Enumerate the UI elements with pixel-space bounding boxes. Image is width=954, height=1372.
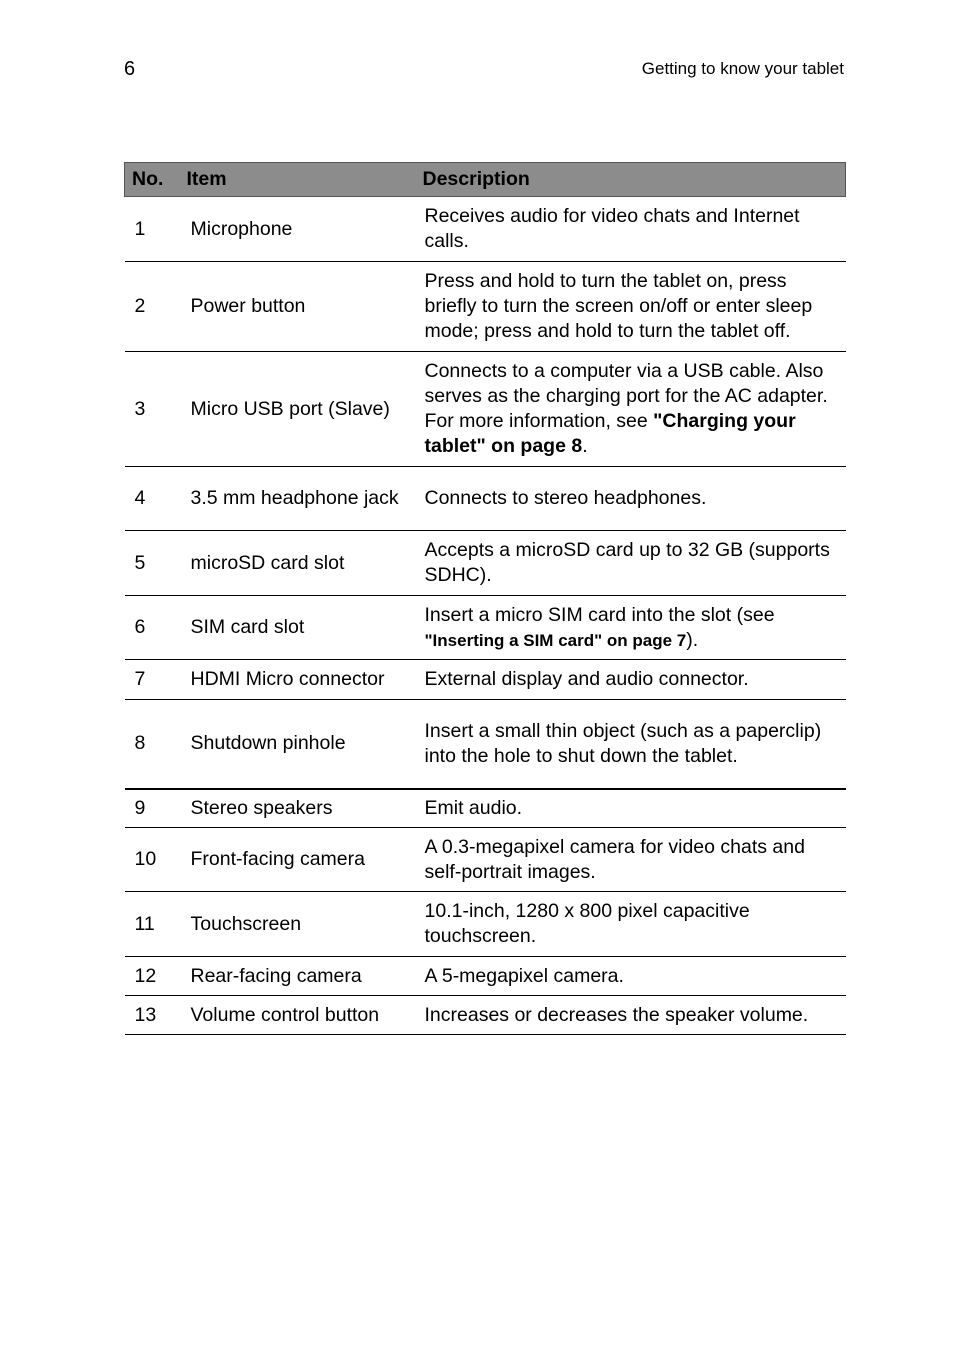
row-item: Volume control button xyxy=(181,996,415,1035)
row-description xyxy=(415,352,846,467)
row-item: Shutdown pinhole xyxy=(181,700,415,789)
table-row xyxy=(125,467,846,531)
row-description: Accepts a microSD card up to 32 GB (supports SDHC). xyxy=(415,531,846,596)
row-item: 3.5 mm headphone jack xyxy=(181,467,415,531)
column-header-item: Item xyxy=(181,163,415,197)
row-item: HDMI Micro connector xyxy=(181,660,415,700)
row-item: Stereo speakers xyxy=(181,789,415,828)
table-row xyxy=(125,828,846,892)
table-row xyxy=(125,700,846,789)
table-row xyxy=(125,531,846,596)
table-row xyxy=(125,596,846,660)
table-row xyxy=(125,996,846,1035)
row-number: 11 xyxy=(125,892,181,957)
table-row xyxy=(125,197,846,262)
column-header-description: Description xyxy=(415,163,846,197)
row-description: Press and hold to turn the tablet on, press briefly to turn the screen on/off or enter sleep mode; press and hold to turn the tablet off. xyxy=(415,262,846,352)
row-item: Front-facing camera xyxy=(181,828,415,892)
row-number: 5 xyxy=(125,531,181,596)
row-number: 3 xyxy=(125,352,181,467)
row-item: Micro USB port (Slave) xyxy=(181,352,415,467)
table-row xyxy=(125,352,846,467)
row-number: 9 xyxy=(125,789,181,828)
row-item: SIM card slot xyxy=(181,596,415,660)
row-number: 8 xyxy=(125,700,181,789)
column-header-no: No. xyxy=(125,163,181,197)
table-row xyxy=(125,660,846,700)
row-description: A 5-megapixel camera. xyxy=(415,957,846,996)
table-row xyxy=(125,957,846,996)
table-row xyxy=(125,262,846,352)
row-description: A 0.3-megapixel camera for video chats and self-portrait images. xyxy=(415,828,846,892)
feature-table xyxy=(124,162,846,1035)
row-number: 7 xyxy=(125,660,181,700)
row-description: Increases or decreases the speaker volume. xyxy=(415,996,846,1035)
row-item: microSD card slot xyxy=(181,531,415,596)
row-number: 2 xyxy=(125,262,181,352)
cross-reference-link[interactable]: "Inserting a SIM card" on page 7 xyxy=(424,630,687,650)
row-item: Touchscreen xyxy=(181,892,415,957)
row-description: Receives audio for video chats and Internet calls. xyxy=(415,197,846,262)
row-description-end: . xyxy=(582,435,588,457)
row-number: 13 xyxy=(125,996,181,1035)
row-item: Rear-facing camera xyxy=(181,957,415,996)
row-description: External display and audio connector. xyxy=(415,660,846,700)
row-description-end: ). xyxy=(686,628,699,651)
row-description-text: Connects to a computer via a USB cable. Also serves as the charging port for the AC adapter. For more information, see xyxy=(424,360,828,432)
row-number: 1 xyxy=(125,197,181,262)
row-description: 10.1-inch, 1280 x 800 pixel capacitive touchscreen. xyxy=(415,892,846,957)
row-description-text: Insert a micro SIM card into the slot (see xyxy=(424,603,775,626)
row-description xyxy=(415,596,846,660)
running-header: Getting to know your tablet xyxy=(641,59,844,78)
row-description: Emit audio. xyxy=(415,789,846,828)
row-item: Power button xyxy=(181,262,415,352)
row-number: 12 xyxy=(125,957,181,996)
cross-reference-link[interactable]: "Charging your tablet" on page 8 xyxy=(424,410,796,457)
table-row xyxy=(125,789,846,828)
page-number: 6 xyxy=(124,58,136,80)
row-item: Microphone xyxy=(181,197,415,262)
row-number: 4 xyxy=(125,467,181,531)
table-row xyxy=(125,892,846,957)
row-description: Insert a small thin object (such as a paperclip) into the hole to shut down the tablet. xyxy=(415,700,846,789)
table-header-row xyxy=(125,163,846,197)
row-number: 6 xyxy=(125,596,181,660)
row-description: Connects to stereo headphones. xyxy=(415,467,846,531)
row-number: 10 xyxy=(125,828,181,892)
